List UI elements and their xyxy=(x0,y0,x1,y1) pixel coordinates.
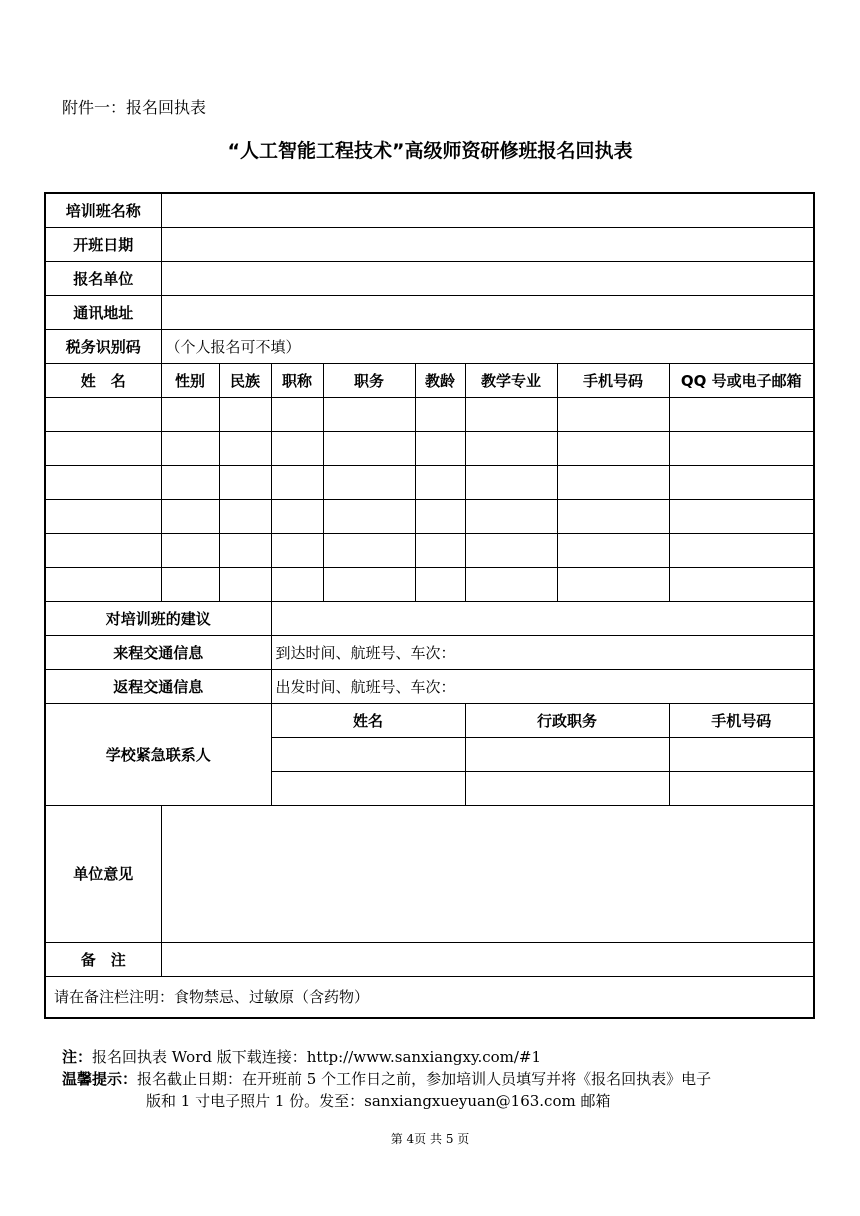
tip-line-2: 版和 1 寸电子照片 1 份。发至：sanxiangxueyuan@163.com 邮箱 xyxy=(146,1092,611,1110)
cell[interactable] xyxy=(271,567,323,601)
header-title-rank: 职称 xyxy=(271,363,323,397)
cell[interactable] xyxy=(271,771,465,805)
tip-note xyxy=(62,1068,711,1090)
cell[interactable] xyxy=(271,397,323,431)
row-address xyxy=(45,295,814,329)
cell[interactable] xyxy=(323,431,415,465)
cell[interactable] xyxy=(323,567,415,601)
cell[interactable] xyxy=(465,465,557,499)
input-start-date[interactable] xyxy=(161,227,814,261)
label-arrival: 来程交通信息 xyxy=(45,635,271,669)
tip-label: 温馨提示： xyxy=(62,1070,138,1088)
participant-row xyxy=(45,431,814,465)
header-teaching-years: 教龄 xyxy=(415,363,465,397)
cell[interactable] xyxy=(557,431,669,465)
cell[interactable] xyxy=(557,567,669,601)
input-address[interactable] xyxy=(161,295,814,329)
cell[interactable] xyxy=(415,397,465,431)
cell[interactable] xyxy=(271,431,323,465)
row-suggestion xyxy=(45,601,814,635)
header-position: 职务 xyxy=(323,363,415,397)
tip-line-1: 报名截止日期：在开班前 5 个工作日之前，参加培训人员填写并将《报名回执表》电子 xyxy=(137,1070,712,1088)
row-unit-opinion xyxy=(45,805,814,942)
participant-row xyxy=(45,397,814,431)
cell[interactable] xyxy=(415,431,465,465)
cell[interactable] xyxy=(45,397,161,431)
cell[interactable] xyxy=(415,533,465,567)
cell[interactable] xyxy=(669,465,814,499)
label-suggestion: 对培训班的建议 xyxy=(45,601,271,635)
cell[interactable] xyxy=(465,533,557,567)
input-training-name[interactable] xyxy=(161,193,814,227)
cell[interactable] xyxy=(45,431,161,465)
row-remarks xyxy=(45,942,814,976)
input-unit[interactable] xyxy=(161,261,814,295)
cell[interactable] xyxy=(161,499,219,533)
label-unit: 报名单位 xyxy=(45,261,161,295)
cell[interactable] xyxy=(465,397,557,431)
cell[interactable] xyxy=(669,499,814,533)
cell[interactable] xyxy=(415,465,465,499)
row-start-date xyxy=(45,227,814,261)
cell[interactable] xyxy=(557,397,669,431)
label-emergency-contact: 学校紧急联系人 xyxy=(45,703,271,805)
label-address: 通讯地址 xyxy=(45,295,161,329)
cell[interactable] xyxy=(161,397,219,431)
row-departure xyxy=(45,669,814,703)
cell[interactable] xyxy=(323,533,415,567)
header-emergency-mobile: 手机号码 xyxy=(669,703,814,737)
cell[interactable] xyxy=(465,431,557,465)
header-name: 姓 名 xyxy=(45,363,161,397)
cell[interactable] xyxy=(669,431,814,465)
cell[interactable] xyxy=(669,533,814,567)
label-remarks: 备 注 xyxy=(45,942,161,976)
row-training-name xyxy=(45,193,814,227)
cell[interactable] xyxy=(45,465,161,499)
row-emergency-header xyxy=(45,703,814,737)
header-emergency-name: 姓名 xyxy=(271,703,465,737)
cell[interactable] xyxy=(219,397,271,431)
cell[interactable] xyxy=(161,567,219,601)
cell[interactable] xyxy=(669,397,814,431)
cell[interactable] xyxy=(161,465,219,499)
cell[interactable] xyxy=(415,567,465,601)
cell[interactable] xyxy=(161,533,219,567)
cell[interactable] xyxy=(219,533,271,567)
cell[interactable] xyxy=(465,567,557,601)
registration-form xyxy=(44,192,815,1019)
page-footer: 第 4页 共 5 页 xyxy=(390,1132,470,1146)
label-departure: 返程交通信息 xyxy=(45,669,271,703)
cell[interactable] xyxy=(219,431,271,465)
cell[interactable] xyxy=(669,737,814,771)
note-label: 注： xyxy=(62,1048,93,1066)
label-training-name: 培训班名称 xyxy=(45,193,161,227)
cell[interactable] xyxy=(219,499,271,533)
cell[interactable] xyxy=(219,567,271,601)
participant-row xyxy=(45,533,814,567)
cell[interactable] xyxy=(271,533,323,567)
cell[interactable] xyxy=(415,499,465,533)
participant-row xyxy=(45,567,814,601)
page-title: “人工智能工程技术”高级师资研修班报名回执表 xyxy=(227,140,633,162)
header-major: 教学专业 xyxy=(465,363,557,397)
label-unit-opinion: 单位意见 xyxy=(45,805,161,942)
participant-row xyxy=(45,465,814,499)
cell[interactable] xyxy=(323,499,415,533)
cell[interactable] xyxy=(45,499,161,533)
row-remark-note xyxy=(45,976,814,1018)
input-tax-id[interactable]: （个人报名可不填） xyxy=(161,329,814,363)
header-qq-email: QQ 号或电子邮箱 xyxy=(669,363,814,397)
cell[interactable] xyxy=(271,465,323,499)
cell[interactable] xyxy=(465,771,669,805)
participant-header-row xyxy=(45,363,814,397)
input-arrival[interactable]: 到达时间、航班号、车次： xyxy=(271,635,814,669)
download-link[interactable]: 报名回执表 Word 版下载连接：http://www.sanxiangxy.com/#1 xyxy=(92,1048,542,1066)
remark-note: 请在备注栏注明：食物禁忌、过敏原（含药物） xyxy=(45,976,814,1018)
header-emergency-position: 行政职务 xyxy=(465,703,669,737)
header-ethnicity: 民族 xyxy=(219,363,271,397)
input-suggestion[interactable] xyxy=(271,601,814,635)
cell[interactable] xyxy=(45,533,161,567)
participant-row xyxy=(45,499,814,533)
cell[interactable] xyxy=(465,737,669,771)
cell[interactable] xyxy=(669,771,814,805)
input-unit-opinion[interactable] xyxy=(161,805,814,942)
cell[interactable] xyxy=(557,499,669,533)
attachment-label: 附件一：报名回执表 xyxy=(62,98,207,117)
cell[interactable] xyxy=(161,431,219,465)
input-departure[interactable]: 出发时间、航班号、车次： xyxy=(271,669,814,703)
cell[interactable] xyxy=(557,465,669,499)
row-arrival xyxy=(45,635,814,669)
header-mobile: 手机号码 xyxy=(557,363,669,397)
header-gender: 性别 xyxy=(161,363,219,397)
input-remarks[interactable] xyxy=(161,942,814,976)
cell[interactable] xyxy=(271,499,323,533)
row-unit xyxy=(45,261,814,295)
download-note xyxy=(62,1046,711,1068)
notes-section xyxy=(62,1046,711,1112)
cell[interactable] xyxy=(557,533,669,567)
row-tax-id xyxy=(45,329,814,363)
cell[interactable] xyxy=(669,567,814,601)
cell[interactable] xyxy=(465,499,557,533)
cell[interactable] xyxy=(45,567,161,601)
cell[interactable] xyxy=(323,465,415,499)
label-tax-id: 税务识别码 xyxy=(45,329,161,363)
label-start-date: 开班日期 xyxy=(45,227,161,261)
cell[interactable] xyxy=(271,737,465,771)
cell[interactable] xyxy=(219,465,271,499)
cell[interactable] xyxy=(323,397,415,431)
